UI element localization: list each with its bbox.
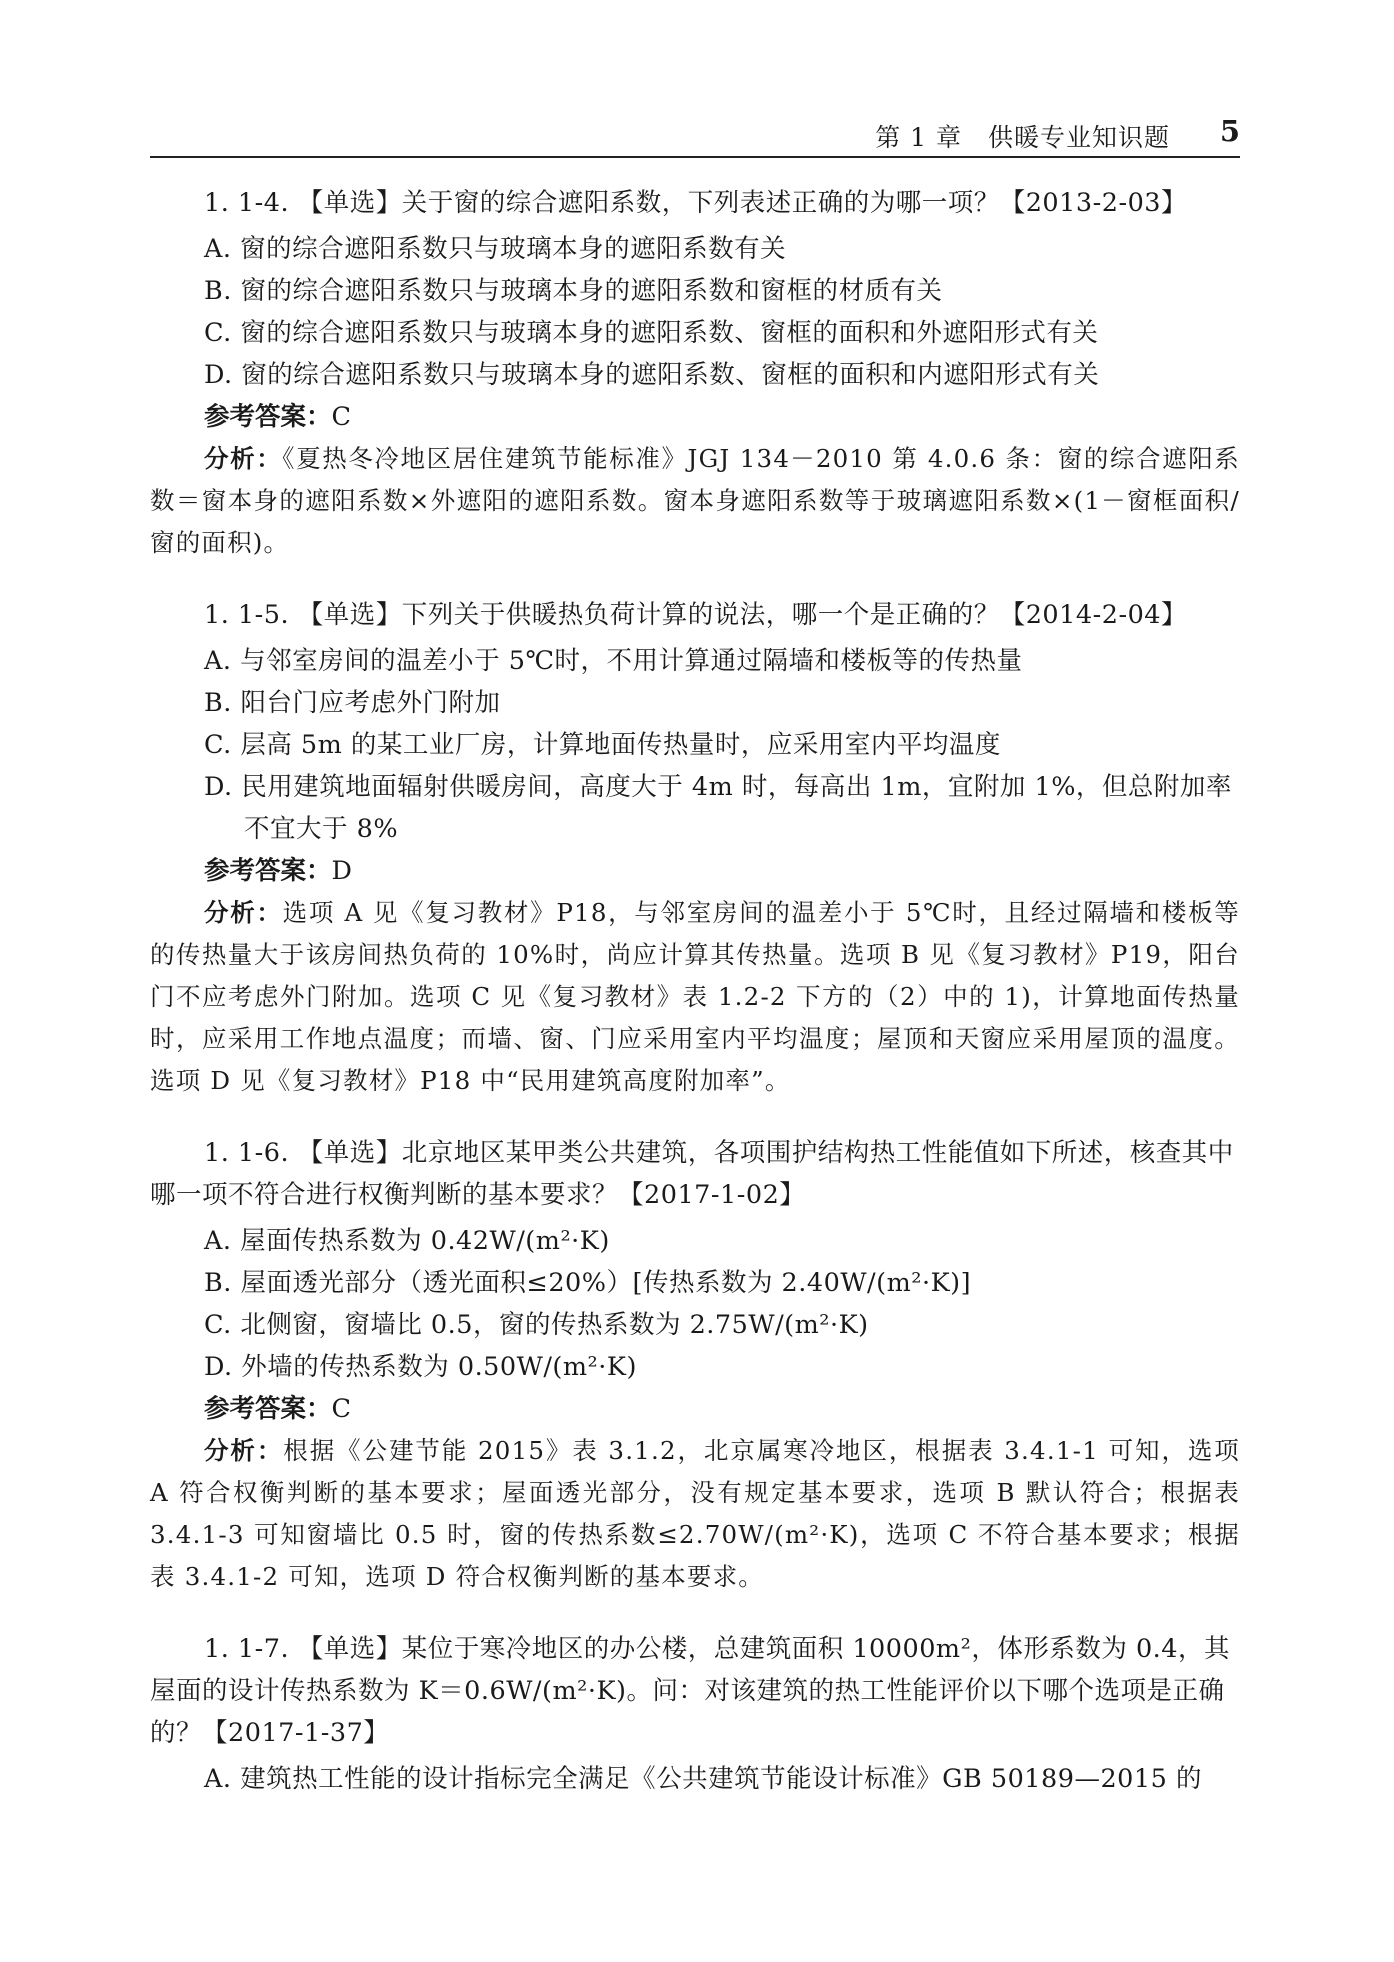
analysis-text: 根据《公建节能 2015》表 3.1.2，北京属寒冷地区，根据表 3.4.1-1 可知，选项 A 符合权衡判断的基本要求；屋面透光部分，没有规定基本要求，选项 B 默认符合；根据表 3.4.1-3 可知窗墙比 0.5 时，窗的传热系数≤2.70W/(m²·K)，选项 C 不符合基本要求；根据表 3.4.1-2 可知，选项 D 符合权衡判断的基本要求。 xyxy=(150,1436,1240,1591)
chapter-title: 第 1 章 供暖专业知识题 xyxy=(875,123,1170,152)
question-block xyxy=(150,182,1240,564)
option-a: A. 建筑热工性能的设计指标完全满足《公共建筑节能设计标准》GB 50189—2015 的 xyxy=(204,1764,1202,1794)
answer-value: C xyxy=(331,402,352,432)
option-b: B. 窗的综合遮阳系数只与玻璃本身的遮阳系数和窗框的材质有关 xyxy=(204,276,943,306)
answer-value: D xyxy=(331,856,352,886)
option-b: B. 屋面透光部分（透光面积≤20%）[传热系数为 2.40W/(m²·K)] xyxy=(204,1268,972,1298)
option-d: D. 窗的综合遮阳系数只与玻璃本身的遮阳系数、窗框的面积和内遮阳形式有关 xyxy=(204,360,1100,390)
question-stem: 1. 1-6. 【单选】北京地区某甲类公共建筑，各项围护结构热工性能值如下所述，核查其中哪一项不符合进行权衡判断的基本要求？【2017-1-02】 xyxy=(150,1138,1234,1210)
question-block xyxy=(150,594,1240,1102)
page-header xyxy=(150,112,1240,158)
question-block xyxy=(150,1132,1240,1598)
question-stem: 1. 1-7. 【单选】某位于寒冷地区的办公楼，总建筑面积 10000m²，体形系数为 0.4，其屋面的设计传热系数为 K＝0.6W/(m²·K)。问：对该建筑的热工性能评价以下哪个选项是正确的？【2017-1-37】 xyxy=(150,1634,1230,1748)
question-stem: 1. 1-4. 【单选】关于窗的综合遮阳系数，下列表述正确的为哪一项？【2013-2-03】 xyxy=(204,188,1188,218)
answer-label: 参考答案： xyxy=(204,856,332,886)
option-c: C. 窗的综合遮阳系数只与玻璃本身的遮阳系数、窗框的面积和外遮阳形式有关 xyxy=(204,318,1099,348)
answer-value: C xyxy=(331,1394,352,1424)
question-stem: 1. 1-5. 【单选】下列关于供暖热负荷计算的说法，哪一个是正确的？【2014-2-04】 xyxy=(204,600,1188,630)
answer-line xyxy=(150,1388,1240,1430)
answer-label: 参考答案： xyxy=(204,402,332,432)
option-d: D. 民用建筑地面辐射供暖房间，高度大于 4m 时，每高出 1m，宜附加 1%，但总附加率不宜大于 8% xyxy=(204,772,1232,844)
analysis xyxy=(150,438,1240,564)
analysis-label: 分析： xyxy=(204,444,283,473)
analysis-label: 分析： xyxy=(204,898,283,927)
option-a: A. 窗的综合遮阳系数只与玻璃本身的遮阳系数有关 xyxy=(204,234,787,264)
option-a: A. 屋面传热系数为 0.42W/(m²·K) xyxy=(204,1226,610,1256)
question-block xyxy=(150,1628,1240,1800)
option-a: A. 与邻室房间的温差小于 5℃时，不用计算通过隔墙和楼板等的传热量 xyxy=(204,646,1023,676)
page-content xyxy=(150,182,1240,1830)
answer-line xyxy=(150,850,1240,892)
analysis-label: 分析： xyxy=(204,1436,284,1465)
analysis-text: 选项 A 见《复习教材》P18，与邻室房间的温差小于 5℃时，且经过隔墙和楼板等的传热量大于该房间热负荷的 10%时，尚应计算其传热量。选项 B 见《复习教材》P19，阳台门不应考虑外门附加。选项 C 见《复习教材》表 1.2-2 下方的（2）中的 1)，计算地面传热量时，应采用工作地点温度；而墙、窗、门应采用室内平均温度；屋顶和天窗应采用屋顶的温度。选项 D 见《复习教材》P18 中“民用建筑高度附加率”。 xyxy=(150,898,1240,1095)
analysis xyxy=(150,1430,1240,1598)
analysis-text: 《夏热冬冷地区居住建筑节能标准》JGJ 134－2010 第 4.0.6 条：窗的综合遮阳系数＝窗本身的遮阳系数×外遮阳的遮阳系数。窗本身遮阳系数等于玻璃遮阳系数×(1－窗框面积/窗的面积)。 xyxy=(150,444,1241,557)
option-b: B. 阳台门应考虑外门附加 xyxy=(204,688,501,718)
answer-line xyxy=(150,396,1240,438)
analysis xyxy=(150,892,1240,1102)
option-d: D. 外墙的传热系数为 0.50W/(m²·K) xyxy=(204,1352,637,1382)
option-c: C. 层高 5m 的某工业厂房，计算地面传热量时，应采用室内平均温度 xyxy=(204,730,1001,760)
page-number: 5 xyxy=(1219,114,1240,148)
answer-label: 参考答案： xyxy=(204,1394,332,1424)
option-c: C. 北侧窗，窗墙比 0.5，窗的传热系数为 2.75W/(m²·K) xyxy=(204,1310,869,1340)
